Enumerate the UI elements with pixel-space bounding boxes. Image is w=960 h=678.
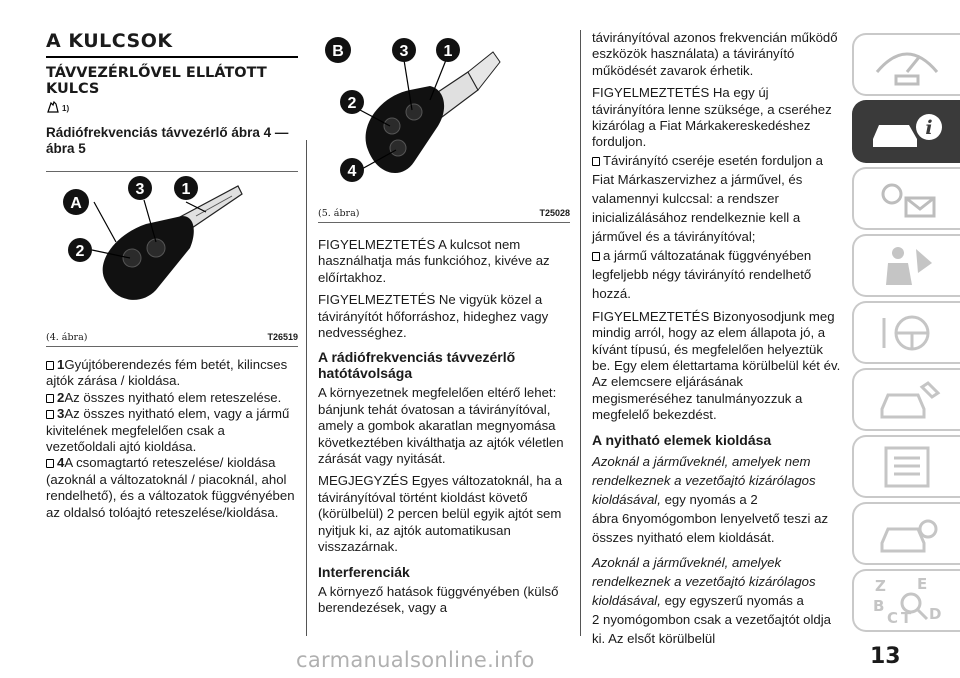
svg-text:B: B [332,43,344,60]
checkbox-icon [46,394,54,403]
tab-maintenance[interactable] [852,435,960,498]
column-divider [580,30,581,636]
list-item: 3Az összes nyitható elem, vagy a jármű kivitelének megfelelően csak a vezetőoldali ajtó kioldása. [46,406,290,455]
callout-b [325,37,351,63]
svg-text:2: 2 [347,95,357,112]
callout-4 [340,158,364,182]
safety-airbag-icon [872,243,942,289]
paragraph: FIGYELMEZTETÉS Bizonyosodjunk meg mindig arról, hogy az elem állapota jó, a kívánt típusú, és megfelelően helyeztük be. Egy elem élettartama körülbelül két év. Az elemcsere eljárásának megismeréséhez tanulmányozzuk a megfelelő bekezdést. [592,308,841,423]
key-items-list [46,357,298,521]
warning-ref: 1) [46,100,298,113]
paragraph: ábra 6nyomógombon lenyelvető teszi az összes nyitható elem kioldását. [592,510,829,545]
checkbox-icon [592,157,600,166]
checkbox-icon [46,361,54,370]
list-item: 1Gyújtóberendezés fém betét, kilincses ajtók zárása / kioldása. [46,357,288,389]
warning-lights-icon [872,176,942,222]
paragraph: távirányítóval azonos frekvencián működő eszközök használata) a távirányító működését zavarok érhetik. [592,30,838,78]
maintenance-icon [872,444,942,490]
svg-text:B: B [873,596,885,615]
svg-text:i: i [925,116,933,139]
index-icon [867,575,947,627]
chapter-sidebar [852,33,960,636]
callout-3 [392,38,416,62]
subheading: Interferenciák [318,563,410,580]
figure-caption: (4. ábra) T26519 [46,332,298,347]
callout-1 [174,176,198,200]
checkbox-icon [592,252,600,261]
tab-emergency[interactable] [852,368,960,431]
column-3 [592,30,842,648]
list-item: a jármű változatának függvényében legfeljebb négy távirányító rendelhető hozzá. [592,247,812,301]
svg-text:D: D [929,604,942,623]
figure-4 [46,172,298,332]
svg-text:A: A [70,195,82,212]
tab-warning-lights[interactable] [852,167,960,230]
dashboard-icon [872,42,942,88]
svg-text:Z: Z [875,576,886,595]
subsection-title: Rádiófrekvenciás távvezérlő ábra 4 — ábra 5 [46,125,298,172]
page-title: A KULCSOK [46,30,298,58]
checkbox-icon [46,459,54,468]
car-info-icon [867,109,947,155]
svg-text:1: 1 [443,43,453,60]
callout-a [63,189,89,215]
svg-text:T: T [901,608,912,627]
svg-text:3: 3 [399,43,409,60]
paragraph: 2 nyomógombon csak a vezetőajtót oldja ki. Az elsőt körülbelül [592,611,831,646]
tab-safety[interactable] [852,234,960,297]
callout-2 [340,90,364,114]
paragraph: FIGYELMEZTETÉS Ha egy új távirányítóra lenne szüksége, a cseréhez kizárólag a Fiat Márkakereskedéshez forduljon. [592,85,832,150]
emergency-icon [872,377,942,423]
tab-car-info[interactable] [852,100,960,163]
tab-dashboard[interactable] [852,33,960,96]
paragraph: MEGJEGYZÉS Egyes változatoknál, ha a távirányítóval történt kioldást követő (körülbelül) 2 percen belül egyik ajtót sem nyitjuk ki, az ajtók automatikusan visszazárnak. [318,473,563,555]
column-divider [306,140,307,636]
page-number: 13 [870,644,901,669]
column-1 [46,0,298,521]
svg-text:2: 2 [75,243,85,260]
paragraph: FIGYELMEZTETÉS A kulcsot nem használhatja más funkcióhoz, kivéve az előírtakhoz. [318,237,550,285]
column-2 [318,0,570,616]
checkbox-icon [46,410,54,419]
svg-text:C: C [887,608,899,627]
tab-starting-driving[interactable] [852,301,960,364]
list-item: 2Az összes nyitható elem reteszelése. [46,390,298,406]
callout-1 [436,38,460,62]
paragraph: A környezetnek megfelelően eltérő lehet: bánjunk tehát óvatosan a távirányítóval, amely a gombok akaratlan megnyomása következtében kiválthatja az ajtók véletlen zárását vagy nyitását. [318,385,564,467]
callout-3 [128,176,152,200]
svg-text:1: 1 [181,181,191,198]
technical-data-icon [872,511,942,557]
tab-technical-data[interactable] [852,502,960,565]
starting-driving-icon [872,310,942,356]
warning-hand-icon [46,100,60,113]
remote-key-illustration-2 [318,30,570,208]
list-item: Távirányító cseréje esetén forduljon a Fiat Márkaszervizhez a járművel, és valamennyi kulccsal: a rendszer inicializálásához rendelkeznie kell a járművel és a távirányítóval; [592,152,823,244]
svg-text:E: E [917,574,928,593]
svg-text:4: 4 [347,163,357,180]
paragraph: Azoknál a járműveknél, amelyek rendelkeznek a vezetőajtó kizárólagos kioldásával, egy egyszerű nyomás a [592,554,816,608]
subheading: A nyitható elemek kioldása [592,431,772,448]
callout-2 [68,238,92,262]
figure-5 [318,30,570,208]
paragraph: FIGYELMEZTETÉS Ne vigyük közel a távirányítót hőforráshoz, hideghez vagy nedvességhez. [318,292,549,341]
subheading: A rádiófrekvenciás távvezérlő hatótávolsága [318,349,516,382]
remote-key-illustration [46,172,298,332]
paragraph: A környező hatások függvényében (külső berendezések, vagy a [318,583,559,615]
svg-text:3: 3 [135,181,145,198]
figure-caption: (5. ábra) T25028 [318,208,570,223]
watermark: carmanualsonline.info [296,648,535,672]
paragraph: Azoknál a járműveknél, amelyek nem rendelkeznek a vezetőajtó kizárólagos kioldásával, egy nyomás a 2 [592,453,816,507]
section-title: TÁVVEZÉRLŐVEL ELLÁTOTT KULCS [46,65,267,97]
list-item: 4A csomagtartó reteszelése/ kioldása (azoknál a változatoknál / piacoknál, ahol rendelhető), és a változatok függvényében az oldalsó tolóajtó reteszelése/kioldása. [46,455,295,520]
tab-index[interactable] [852,569,960,632]
